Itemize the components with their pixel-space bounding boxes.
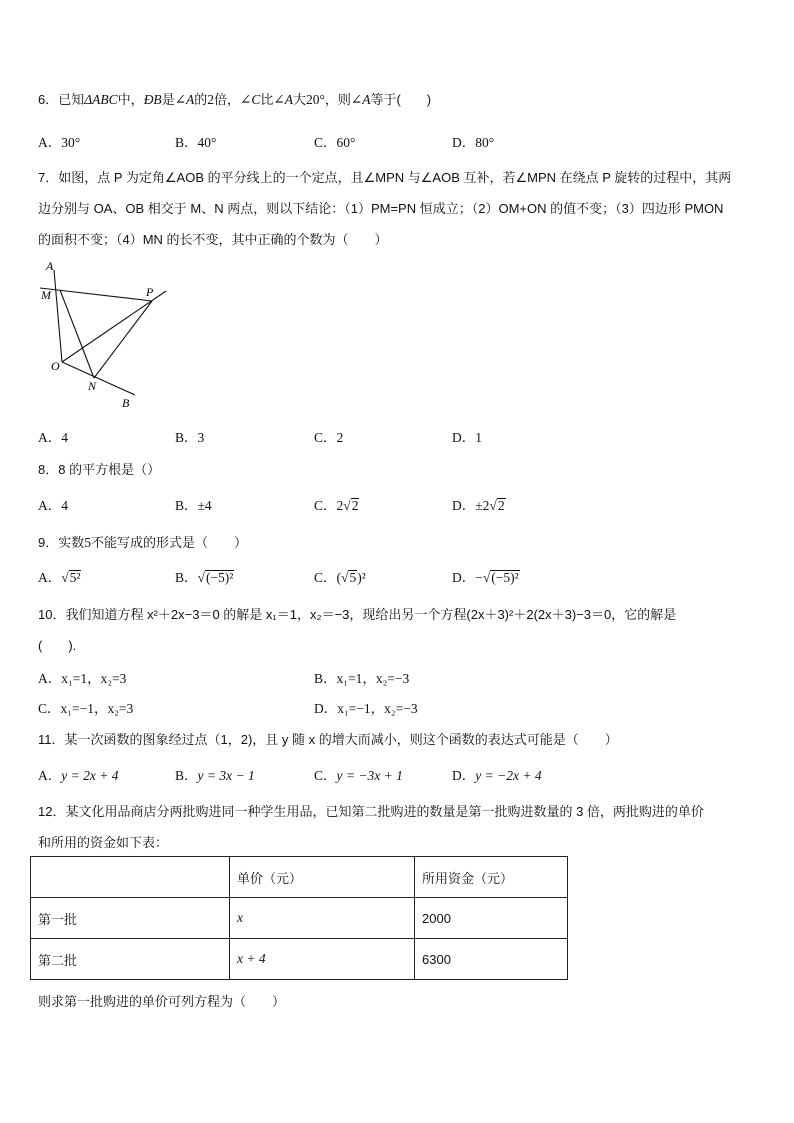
q6-text: 是 xyxy=(161,92,175,107)
q6-angle-a: ∠A xyxy=(174,92,195,107)
q11-option-b[interactable] xyxy=(175,764,255,784)
q6-text: 大 xyxy=(292,92,306,107)
q9-option-c[interactable]: C．(√5)² xyxy=(314,570,366,585)
q10-line-1: 10．我们知道方程 x²＋2x−3＝0 的解是 x₁＝1，x₂＝−3，现给出另一个方程(2x＋3)²＋2(2x＋3)−3＝0，它的解是 xyxy=(38,607,677,622)
sqrt-icon: √ xyxy=(343,498,351,513)
q10-option-a[interactable]: A．x₁=1，x₂=3 xyxy=(38,671,127,686)
q6-text: 的 xyxy=(194,92,208,107)
q9-option-c-value: 5 xyxy=(349,570,357,585)
table-cell: 2000 xyxy=(415,898,568,939)
table-row xyxy=(31,939,568,980)
sqrt-icon: √ xyxy=(197,570,205,585)
q9-option-d-label: D． xyxy=(452,570,476,585)
q9-option-a[interactable] xyxy=(38,566,81,586)
line-mn xyxy=(60,290,94,378)
q9-option-b[interactable] xyxy=(175,566,234,586)
q6-degrees: 20° xyxy=(305,92,325,107)
question-6 xyxy=(38,89,431,108)
q7-option-a[interactable]: A．4 xyxy=(38,430,68,445)
table-row xyxy=(31,898,568,939)
sqrt-icon: √ xyxy=(489,498,497,513)
q8-radicand: 2 xyxy=(497,498,505,513)
label-b: B xyxy=(122,396,130,410)
ray-ob xyxy=(62,362,135,395)
q9-text: 不能写成的形式是（ ） xyxy=(90,535,247,550)
q8-option-a[interactable]: A．4 xyxy=(38,498,68,513)
q7-geometry-figure xyxy=(38,258,178,413)
q6-text: 已知 xyxy=(58,92,85,107)
q6-option-a[interactable]: A．30° xyxy=(38,135,81,150)
q12-after-text: 则求第一批购进的单价可列方程为（ ） xyxy=(38,994,286,1009)
q11-option-a[interactable] xyxy=(38,764,118,784)
q8-text: 8．8 的平方根是（） xyxy=(38,462,161,477)
q7-option-c[interactable]: C．2 xyxy=(314,430,344,445)
q6-text: 等于( ) xyxy=(370,92,432,107)
table-header-cell xyxy=(31,857,230,898)
q9-five: 5 xyxy=(84,535,91,550)
q11-option-c-value: y = −3x + 1 xyxy=(336,768,403,783)
sqrt-icon: √ xyxy=(341,570,349,585)
q7-option-b[interactable]: B．3 xyxy=(175,430,205,445)
q9-option-d[interactable] xyxy=(452,566,520,586)
q11-text: 11．某一次函数的图象经过点（1，2)，且 y 随 x 的增大而减小，则这个函数的表达式可能是（ ） xyxy=(38,732,618,747)
q12-line-1: 12．某文化用品商店分两批购进同一种学生用品，已知第二批购进的数量是第一批购进数量的 3 倍，两批购进的单价 xyxy=(38,804,704,819)
line-np xyxy=(94,301,152,378)
q6-text: ，则 xyxy=(324,92,351,107)
q9-text: 9．实数 xyxy=(38,535,85,550)
q9-option-b-value: (−5)² xyxy=(205,570,234,585)
label-m: M xyxy=(41,288,51,302)
q6-triangle: ΔABC xyxy=(84,92,118,107)
table-cell: 第一批 xyxy=(31,898,230,939)
q8-option-c[interactable] xyxy=(314,494,359,514)
q12-line-2: 和所用的资金如下表： xyxy=(38,835,169,850)
label-o: O xyxy=(51,359,60,373)
q11-option-b-label: B． xyxy=(175,768,198,783)
q6-angle-a: ∠A xyxy=(350,92,371,107)
q6-number: 6． xyxy=(38,92,59,107)
table-header-cell: 单价（元） xyxy=(230,857,415,898)
q12-table xyxy=(30,856,568,980)
q9-option-a-value: 5² xyxy=(69,570,81,585)
q11-option-a-label: A． xyxy=(38,768,62,783)
table-header-row xyxy=(31,857,568,898)
q7-option-d[interactable]: D．1 xyxy=(452,430,482,445)
table-header-cell: 所用资金（元） xyxy=(415,857,568,898)
q6-option-c[interactable]: C．60° xyxy=(314,135,356,150)
q10-option-c[interactable]: C．x₁=−1，x₂=3 xyxy=(38,701,134,716)
q6-text: 比 xyxy=(260,92,274,107)
q6-option-d[interactable]: D．80° xyxy=(452,135,495,150)
table-cell: x xyxy=(230,898,415,939)
q9-option-d-value: (−5)² xyxy=(491,570,519,585)
q7-line-2: 边分别与 OA、OB 相交于 M、N 两点，则以下结论：（1）PM=PN 恒成立；（2）OM+ON 的值不变；（3）四边形 PMON xyxy=(38,201,724,216)
q11-option-c-label: C． xyxy=(314,768,337,783)
q6-angle-b: ÐB xyxy=(143,92,162,107)
q9-option-a-label: A． xyxy=(38,570,62,585)
q8-option-d-label: D．±2 xyxy=(452,498,490,513)
q9-option-b-label: B． xyxy=(175,570,198,585)
q11-option-d[interactable] xyxy=(452,764,542,784)
sqrt-icon: √ xyxy=(482,570,491,585)
q11-option-d-label: D． xyxy=(452,768,476,783)
q6-text: 倍， xyxy=(214,92,241,107)
q6-option-b[interactable]: B．40° xyxy=(175,135,217,150)
q6-angle-c: ∠C xyxy=(240,92,261,107)
q7-line-1: 7．如图，点 P 为定角∠AOB 的平分线上的一个定点，且∠MPN 与∠AOB 互补，若∠MPN 在绕点 P 旋转的过程中，其两 xyxy=(38,170,732,185)
q6-number-two: 2 xyxy=(207,92,215,107)
q11-option-b-value: y = 3x − 1 xyxy=(197,768,255,783)
q9-option-d-sign: − xyxy=(475,570,483,585)
label-n: N xyxy=(88,379,97,393)
q6-angle-a: ∠A xyxy=(273,92,293,107)
q9-option-c-label: C． xyxy=(314,570,337,585)
q11-option-d-value: y = −2x + 4 xyxy=(475,768,542,783)
q7-line-3: 的面积不变；（4）MN 的长不变，其中正确的个数为（ ） xyxy=(38,232,388,247)
label-a: A xyxy=(46,259,54,273)
label-p: P xyxy=(146,285,154,299)
q11-option-a-value: y = 2x + 4 xyxy=(61,768,119,783)
sqrt-icon: √ xyxy=(61,570,69,585)
q8-option-c-label: C．2 xyxy=(314,498,344,513)
q8-option-d[interactable] xyxy=(452,494,506,514)
q10-option-b[interactable]: B．x₁=1，x₂=−3 xyxy=(314,671,410,686)
ray-oa xyxy=(54,270,62,362)
q8-option-b[interactable]: B．±4 xyxy=(175,498,212,513)
q10-line-2: ( ). xyxy=(38,638,77,653)
q6-text: 中， xyxy=(117,92,144,107)
q9-option-c-exponent: ² xyxy=(361,570,366,585)
question-9 xyxy=(38,532,247,551)
q11-option-c[interactable] xyxy=(314,764,403,784)
table-cell: 第二批 xyxy=(31,939,230,980)
q8-radicand: 2 xyxy=(351,498,359,513)
table-cell: 6300 xyxy=(415,939,568,980)
table-cell: x + 4 xyxy=(230,939,415,980)
q10-option-d[interactable]: D．x₁=−1，x₂=−3 xyxy=(314,701,418,716)
